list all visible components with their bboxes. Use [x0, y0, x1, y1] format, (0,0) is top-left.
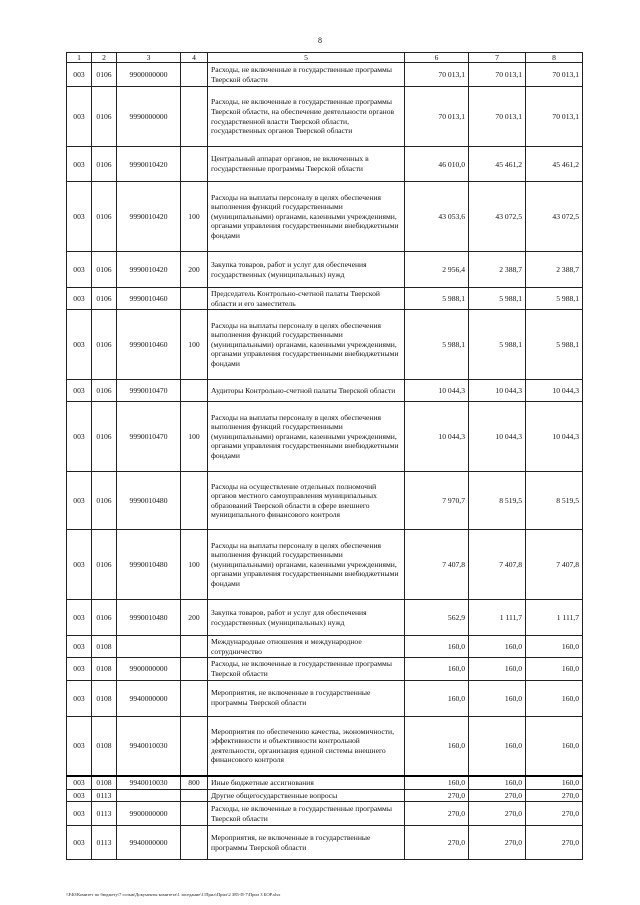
description-cell: Расходы на осуществление отдельных полномочий органов местного самоуправления муниципальных образований Тверской области в сфере внешнего муниципального финансового контроля: [208, 472, 405, 530]
target-article-cell: 9990010460: [117, 288, 181, 310]
target-article-cell: 9900000000: [117, 802, 181, 826]
table-row: [67, 402, 583, 472]
amount-col7-cell: 160,0: [469, 658, 526, 680]
amount-col8-cell: 160,0: [526, 636, 583, 658]
section-code-cell: 0108: [92, 680, 117, 716]
target-article-cell: 9990010420: [117, 147, 181, 182]
page-number: 8: [318, 36, 322, 45]
expense-type-cell: [181, 288, 208, 310]
section-code-cell: 0106: [92, 252, 117, 288]
target-article-cell: 9990010480: [117, 600, 181, 636]
admin-code-cell: 003: [67, 636, 92, 658]
column-header: 7: [469, 53, 526, 63]
amount-col6-cell: 46 010,0: [405, 147, 469, 182]
table-body: [67, 63, 583, 860]
admin-code-cell: 003: [67, 776, 92, 789]
expense-type-cell: [181, 472, 208, 530]
target-article-cell: 9900000000: [117, 658, 181, 680]
amount-col7-cell: 270,0: [469, 802, 526, 826]
amount-col6-cell: 10 044,3: [405, 402, 469, 472]
amount-col8-cell: 43 072,5: [526, 182, 583, 252]
amount-col8-cell: 8 519,5: [526, 472, 583, 530]
target-article-cell: 9940010030: [117, 776, 181, 789]
expense-type-cell: 100: [181, 310, 208, 380]
description-cell: Расходы на выплаты персоналу в целях обеспечения выполнения функций государственными (муниципальными) органами, казенными учреждениями, органами управления государственными внебюджетными фондами: [208, 530, 405, 600]
admin-code-cell: 003: [67, 87, 92, 147]
amount-col6-cell: 270,0: [405, 802, 469, 826]
expense-type-cell: [181, 636, 208, 658]
target-article-cell: 9990010480: [117, 530, 181, 600]
amount-col7-cell: 5 988,1: [469, 288, 526, 310]
amount-col7-cell: 160,0: [469, 680, 526, 716]
admin-code-cell: 003: [67, 63, 92, 87]
amount-col7-cell: 270,0: [469, 789, 526, 802]
column-header: 3: [117, 53, 181, 63]
admin-code-cell: 003: [67, 182, 92, 252]
section-code-cell: 0113: [92, 802, 117, 826]
table-row: [67, 87, 583, 147]
expense-type-cell: [181, 826, 208, 860]
amount-col6-cell: 5 988,1: [405, 288, 469, 310]
section-code-cell: 0106: [92, 310, 117, 380]
admin-code-cell: 003: [67, 147, 92, 182]
description-cell: Мероприятия, не включенные в государственные программы Тверской области: [208, 826, 405, 860]
section-code-cell: 0106: [92, 472, 117, 530]
admin-code-cell: 003: [67, 402, 92, 472]
description-cell: Другие общегосударственные вопросы: [208, 789, 405, 802]
section-code-cell: 0106: [92, 402, 117, 472]
amount-col7-cell: 160,0: [469, 776, 526, 789]
table-row: [67, 147, 583, 182]
amount-col6-cell: 160,0: [405, 776, 469, 789]
column-header: 4: [181, 53, 208, 63]
amount-col6-cell: 7 970,7: [405, 472, 469, 530]
table-row: [67, 380, 583, 402]
amount-col8-cell: 5 988,1: [526, 310, 583, 380]
file-path-footer: \\F40\Комитет по бюджету\7 созыв\Документы комитета\1 заседание\1\Прил\Прил\2 385-П-7\Прил 3 БОР.xlsx: [66, 892, 281, 897]
section-code-cell: 0106: [92, 147, 117, 182]
amount-col8-cell: 45 461,2: [526, 147, 583, 182]
admin-code-cell: 003: [67, 530, 92, 600]
amount-col7-cell: 8 519,5: [469, 472, 526, 530]
admin-code-cell: 003: [67, 472, 92, 530]
description-cell: Иные бюджетные ассигнования: [208, 776, 405, 789]
table-row: [67, 776, 583, 789]
column-header: 2: [92, 53, 117, 63]
description-cell: Расходы, не включенные в государственные программы Тверской области: [208, 63, 405, 87]
expense-type-cell: [181, 658, 208, 680]
description-cell: Мероприятия по обеспечению качества, экономичности, эффективности и объективности контрольной деятельности, организация единой системы внешнего финансового контроля: [208, 716, 405, 776]
amount-col6-cell: 7 407,8: [405, 530, 469, 600]
section-code-cell: 0108: [92, 636, 117, 658]
table-row: [67, 182, 583, 252]
expense-type-cell: 200: [181, 600, 208, 636]
budget-table: [66, 52, 583, 860]
expense-type-cell: [181, 87, 208, 147]
amount-col6-cell: 70 013,1: [405, 63, 469, 87]
column-header: 6: [405, 53, 469, 63]
table-row: [67, 600, 583, 636]
target-article-cell: 9990010420: [117, 252, 181, 288]
table-row: [67, 716, 583, 776]
amount-col8-cell: 160,0: [526, 776, 583, 789]
table-row: [67, 636, 583, 658]
amount-col8-cell: 160,0: [526, 658, 583, 680]
description-cell: Председатель Контрольно-счетной палаты Тверской области и его заместитель: [208, 288, 405, 310]
amount-col6-cell: 2 956,4: [405, 252, 469, 288]
amount-col8-cell: 160,0: [526, 716, 583, 776]
description-cell: Расходы, не включенные в государственные программы Тверской области: [208, 802, 405, 826]
expense-type-cell: [181, 680, 208, 716]
expense-type-cell: [181, 147, 208, 182]
table-row: [67, 826, 583, 860]
amount-col8-cell: 70 013,1: [526, 63, 583, 87]
target-article-cell: 9990010460: [117, 310, 181, 380]
amount-col7-cell: 70 013,1: [469, 63, 526, 87]
column-header-row: [67, 53, 583, 63]
table-row: [67, 252, 583, 288]
expense-type-cell: 100: [181, 530, 208, 600]
amount-col7-cell: 160,0: [469, 636, 526, 658]
table-row: [67, 802, 583, 826]
admin-code-cell: 003: [67, 658, 92, 680]
amount-col8-cell: 5 988,1: [526, 288, 583, 310]
amount-col8-cell: 10 044,3: [526, 402, 583, 472]
description-cell: Закупка товаров, работ и услуг для обеспечения государственных (муниципальных) нужд: [208, 600, 405, 636]
description-cell: Мероприятия, не включенные в государственные программы Тверской области: [208, 680, 405, 716]
table-row: [67, 63, 583, 87]
target-article-cell: 9900000000: [117, 63, 181, 87]
description-cell: Расходы на выплаты персоналу в целях обеспечения выполнения функций государственными (муниципальными) органами, казенными учреждениями, органами управления государственными внебюджетными фондами: [208, 182, 405, 252]
table-row: [67, 789, 583, 802]
amount-col6-cell: 160,0: [405, 658, 469, 680]
target-article-cell: 9990010480: [117, 472, 181, 530]
amount-col6-cell: 270,0: [405, 789, 469, 802]
amount-col7-cell: 1 111,7: [469, 600, 526, 636]
amount-col8-cell: 270,0: [526, 826, 583, 860]
admin-code-cell: 003: [67, 310, 92, 380]
target-article-cell: 9990010470: [117, 402, 181, 472]
amount-col6-cell: 270,0: [405, 826, 469, 860]
admin-code-cell: 003: [67, 826, 92, 860]
amount-col8-cell: 7 407,8: [526, 530, 583, 600]
expense-type-cell: [181, 802, 208, 826]
expense-type-cell: [181, 716, 208, 776]
column-header: 8: [526, 53, 583, 63]
target-article-cell: [117, 636, 181, 658]
section-code-cell: 0108: [92, 716, 117, 776]
amount-col6-cell: 160,0: [405, 680, 469, 716]
description-cell: Центральный аппарат органов, не включенных в государственные программы Тверской области: [208, 147, 405, 182]
description-cell: Расходы на выплаты персоналу в целях обеспечения выполнения функций государственными (муниципальными) органами, казенными учреждениями, органами управления государственными внебюджетными фондами: [208, 310, 405, 380]
admin-code-cell: 003: [67, 789, 92, 802]
amount-col7-cell: 160,0: [469, 716, 526, 776]
target-article-cell: 9990010470: [117, 380, 181, 402]
amount-col8-cell: 1 111,7: [526, 600, 583, 636]
amount-col8-cell: 160,0: [526, 680, 583, 716]
amount-col8-cell: 70 013,1: [526, 87, 583, 147]
amount-col7-cell: 2 388,7: [469, 252, 526, 288]
admin-code-cell: 003: [67, 802, 92, 826]
section-code-cell: 0106: [92, 380, 117, 402]
table-row: [67, 472, 583, 530]
section-code-cell: 0113: [92, 826, 117, 860]
section-code-cell: 0106: [92, 63, 117, 87]
section-code-cell: 0106: [92, 87, 117, 147]
target-article-cell: 9990000000: [117, 87, 181, 147]
table-row: [67, 288, 583, 310]
amount-col6-cell: 562,9: [405, 600, 469, 636]
section-code-cell: 0106: [92, 600, 117, 636]
column-header: 5: [208, 53, 405, 63]
amount-col7-cell: 43 072,5: [469, 182, 526, 252]
admin-code-cell: 003: [67, 600, 92, 636]
target-article-cell: 9940000000: [117, 680, 181, 716]
section-code-cell: 0108: [92, 658, 117, 680]
table-row: [67, 680, 583, 716]
description-cell: Расходы, не включенные в государственные программы Тверской области, на обеспечение деятельности органов государственной власти Тверской области, государственных органов Тверской области: [208, 87, 405, 147]
expense-type-cell: [181, 63, 208, 87]
expense-type-cell: [181, 789, 208, 802]
description-cell: Международные отношения и международное сотрудничество: [208, 636, 405, 658]
expense-type-cell: 100: [181, 402, 208, 472]
expense-type-cell: 100: [181, 182, 208, 252]
admin-code-cell: 003: [67, 680, 92, 716]
target-article-cell: 9940000000: [117, 826, 181, 860]
amount-col8-cell: 270,0: [526, 789, 583, 802]
admin-code-cell: 003: [67, 252, 92, 288]
amount-col7-cell: 7 407,8: [469, 530, 526, 600]
section-code-cell: 0108: [92, 776, 117, 789]
target-article-cell: 9940010030: [117, 716, 181, 776]
admin-code-cell: 003: [67, 716, 92, 776]
amount-col6-cell: 43 053,6: [405, 182, 469, 252]
amount-col6-cell: 70 013,1: [405, 87, 469, 147]
table-row: [67, 530, 583, 600]
amount-col7-cell: 45 461,2: [469, 147, 526, 182]
column-header: 1: [67, 53, 92, 63]
amount-col7-cell: 270,0: [469, 826, 526, 860]
amount-col8-cell: 2 388,7: [526, 252, 583, 288]
admin-code-cell: 003: [67, 380, 92, 402]
description-cell: Закупка товаров, работ и услуг для обеспечения государственных (муниципальных) нужд: [208, 252, 405, 288]
amount-col6-cell: 160,0: [405, 636, 469, 658]
table-row: [67, 310, 583, 380]
section-code-cell: 0113: [92, 789, 117, 802]
section-code-cell: 0106: [92, 530, 117, 600]
section-code-cell: 0106: [92, 288, 117, 310]
amount-col8-cell: 270,0: [526, 802, 583, 826]
amount-col7-cell: 70 013,1: [469, 87, 526, 147]
description-cell: Расходы, не включенные в государственные программы Тверской области: [208, 658, 405, 680]
description-cell: Аудиторы Контрольно-счетной палаты Тверской области: [208, 380, 405, 402]
amount-col7-cell: 10 044,3: [469, 402, 526, 472]
admin-code-cell: 003: [67, 288, 92, 310]
description-cell: Расходы на выплаты персоналу в целях обеспечения выполнения функций государственными (муниципальными) органами, казенными учреждениями, органами управления государственными внебюджетными фондами: [208, 402, 405, 472]
amount-col8-cell: 10 044,3: [526, 380, 583, 402]
amount-col6-cell: 10 044,3: [405, 380, 469, 402]
target-article-cell: [117, 789, 181, 802]
expense-type-cell: [181, 380, 208, 402]
amount-col6-cell: 5 988,1: [405, 310, 469, 380]
table-row: [67, 658, 583, 680]
expense-type-cell: 800: [181, 776, 208, 789]
section-code-cell: 0106: [92, 182, 117, 252]
expense-type-cell: 200: [181, 252, 208, 288]
amount-col7-cell: 5 988,1: [469, 310, 526, 380]
amount-col7-cell: 10 044,3: [469, 380, 526, 402]
amount-col6-cell: 160,0: [405, 716, 469, 776]
target-article-cell: 9990010420: [117, 182, 181, 252]
